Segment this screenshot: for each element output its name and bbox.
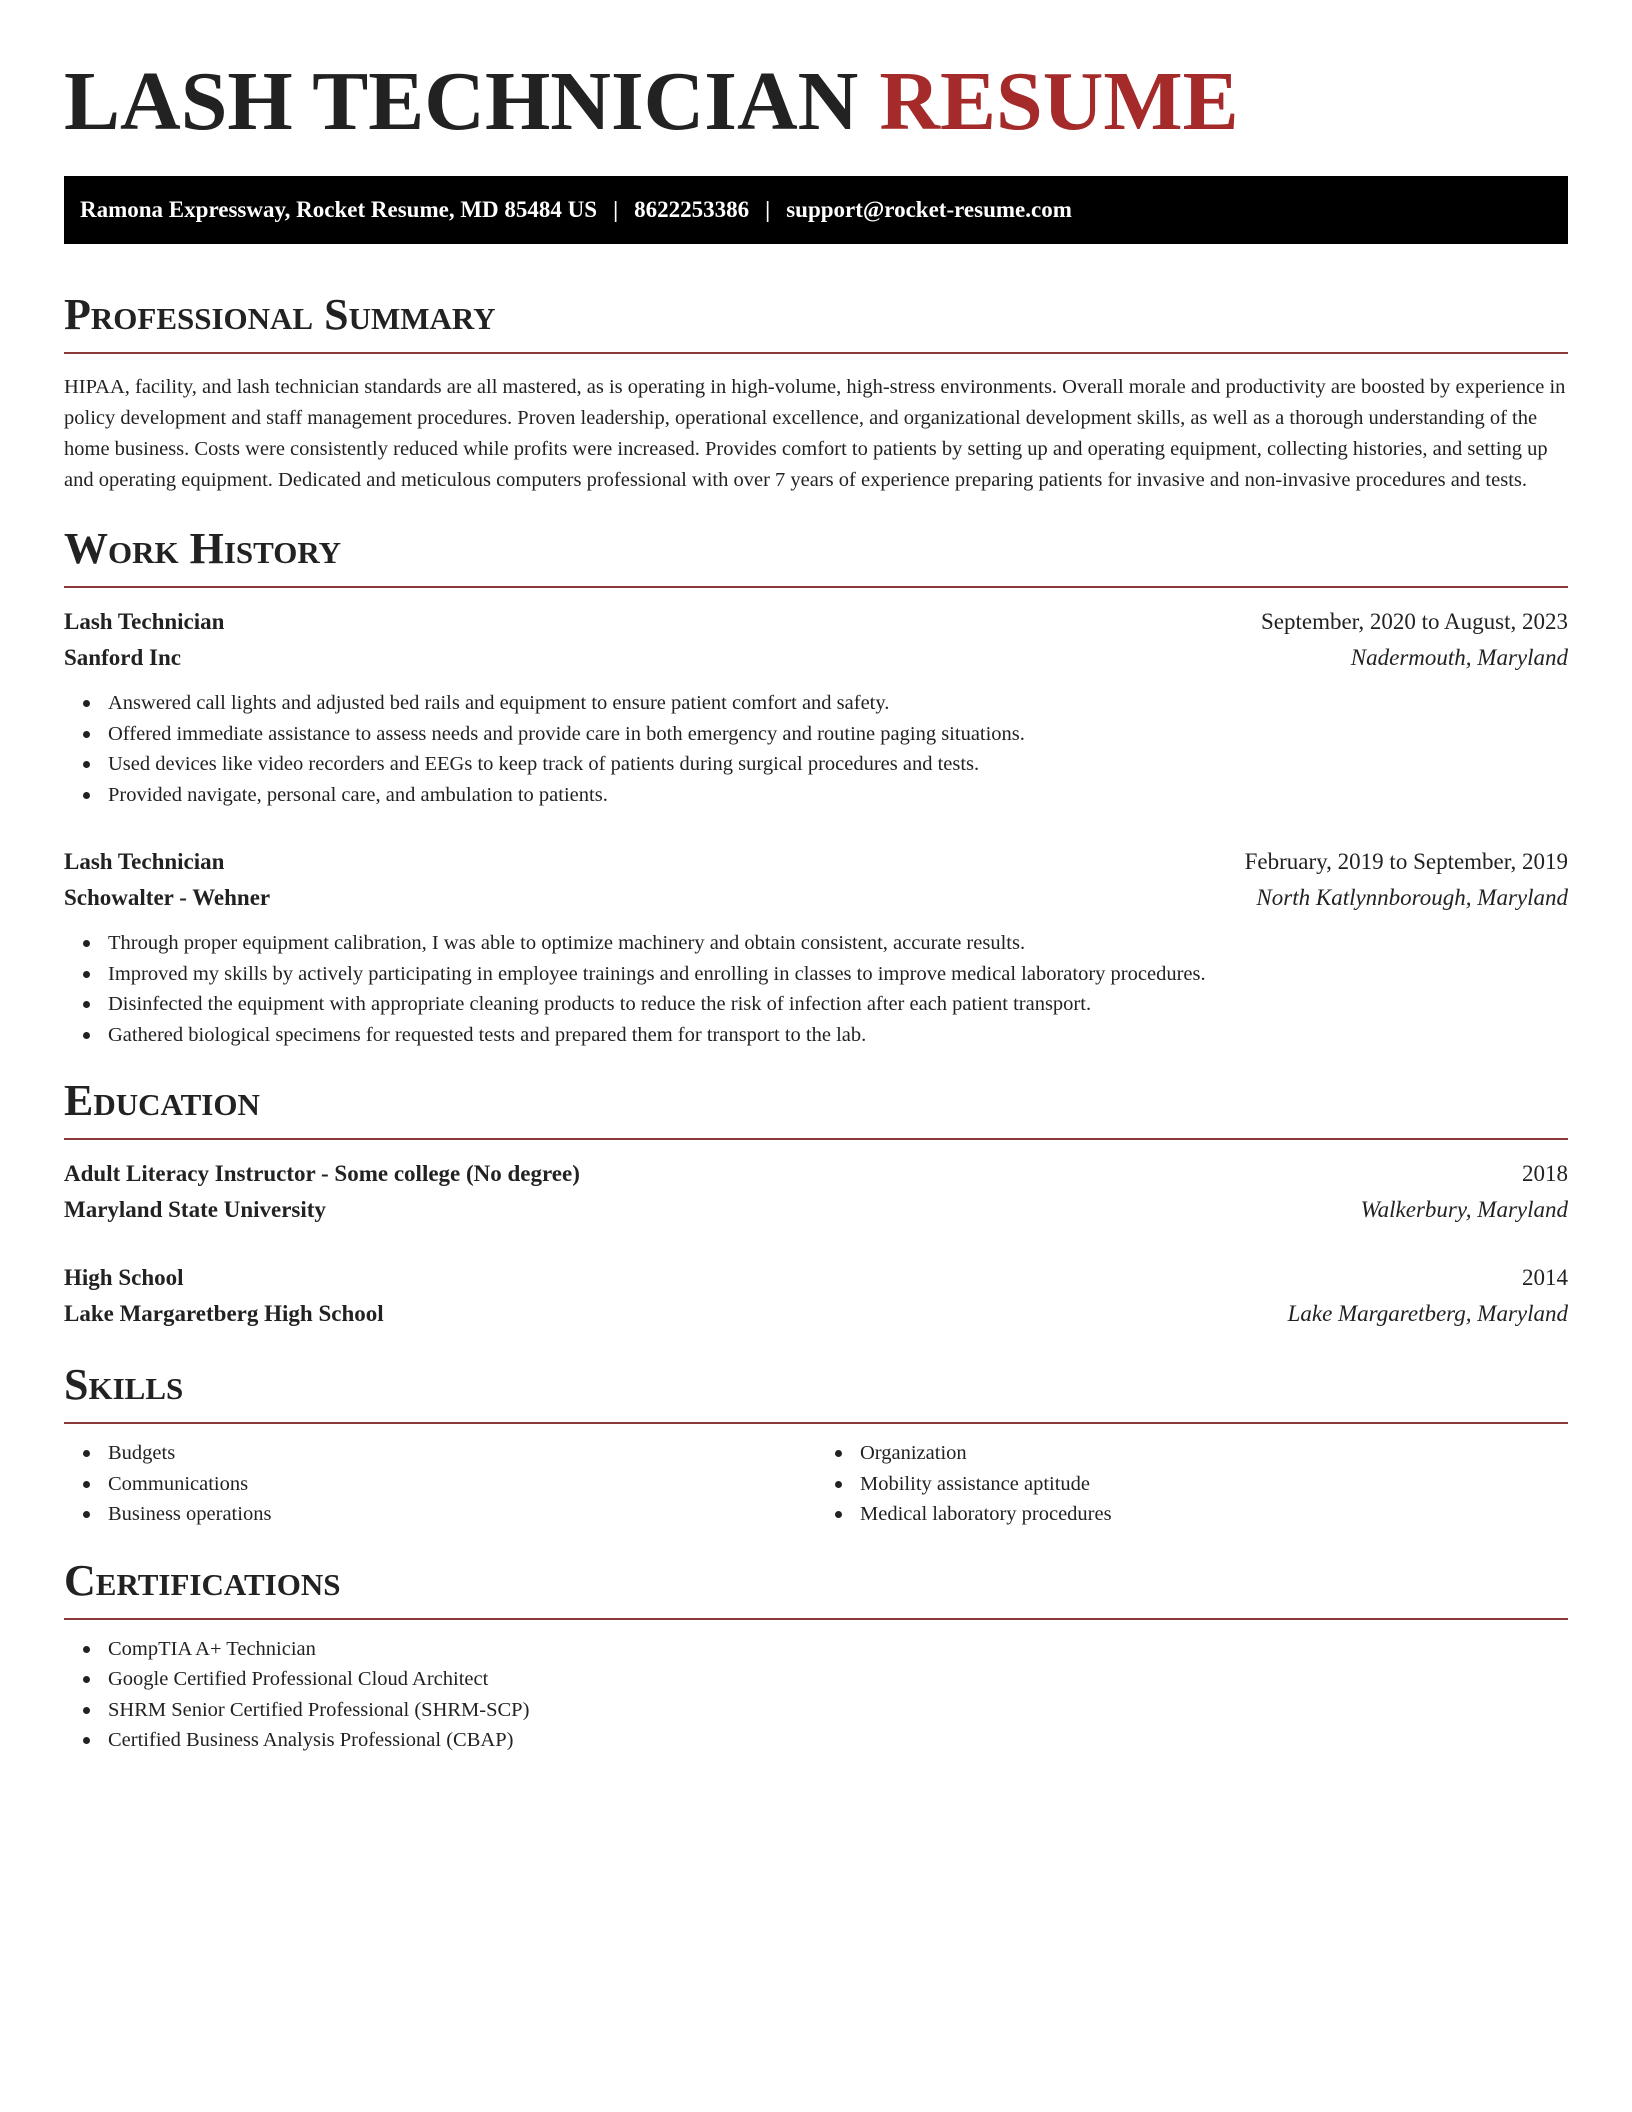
job-location: North Katlynnborough, Maryland [1256,885,1568,910]
skills-list [64,1438,816,1530]
education-year: 2018 [1522,1161,1568,1186]
job-company-row [64,640,1568,676]
list-item: Medical laboratory procedures [860,1499,1568,1530]
skills-list [816,1438,1568,1530]
job-company: Sanford Inc [64,645,181,670]
education-degree-row [64,1260,1568,1296]
list-item: Budgets [108,1438,816,1469]
job-bullets [64,928,1568,1050]
job-title: Lash Technician [64,849,225,874]
skills-heading: Skills [64,1360,1568,1424]
education-location: Lake Margaretberg, Maryland [1287,1301,1568,1326]
job-dates: September, 2020 to August, 2023 [1260,609,1568,634]
summary-text: HIPAA, facility, and lash technician standards are all mastered, as is operating in high-volume, high-stress environments. Overall morale and productivity are boosted by experience in policy development and staff management procedures. Proven leadership, operational excellence, and organizational development skills, as well as a thorough understanding of the home business. Costs were consistently reduced while profits were increased. Provides comfort to patients by setting up and operating equipment, collecting histories, and setting up and operating equipment. Dedicated and meticulous computers professional with over 7 years of experience preparing patients for invasive and non-invasive procedures and tests. [64,376,1566,491]
list-item: Through proper equipment calibration, I was able to optimize machinery and obtain consistent, accurate results. [108,928,1568,959]
education-section [64,1076,1568,1332]
job-title-row [64,604,1568,640]
skills-section [64,1360,1568,1530]
summary-heading: Professional Summary [64,290,1568,354]
contact-address: Ramona Expressway, Rocket Resume, MD 85484 US [80,197,598,222]
job-company: Schowalter - Wehner [64,885,271,910]
resume-title [64,0,1568,152]
contact-separator: | [613,197,619,222]
list-item: Google Certified Professional Cloud Architect [108,1664,1568,1695]
list-item: Used devices like video recorders and EEGs to keep track of patients during surgical procedures and tests. [108,749,1568,780]
title-accent: RESUME [879,55,1239,148]
summary-section [64,290,1568,496]
list-item: Communications [108,1469,816,1500]
certifications-list [64,1634,1568,1756]
education-degree: Adult Literacy Instructor - Some college (No degree) [64,1161,580,1186]
contact-email: support@rocket-resume.com [786,197,1072,222]
list-item: Mobility assistance aptitude [860,1469,1568,1500]
work-history-section [64,524,1568,1050]
education-entry [64,1156,1568,1228]
list-item: Improved my skills by actively participating in employee trainings and enrolling in classes to improve medical laboratory procedures. [108,959,1568,990]
skills-column-left [64,1438,816,1530]
education-degree: High School [64,1265,184,1290]
list-item: Disinfected the equipment with appropriate cleaning products to reduce the risk of infection after each patient transport. [108,989,1568,1020]
job-entry [64,844,1568,1050]
title-main: LASH TECHNICIAN [64,55,859,148]
list-item: Gathered biological specimens for requested tests and prepared them for transport to the lab. [108,1020,1568,1051]
certifications-heading: Certifications [64,1556,1568,1620]
job-location: Nadermouth, Maryland [1350,645,1568,670]
contact-separator: | [765,197,771,222]
job-entry [64,604,1568,810]
education-school-row [64,1192,1568,1228]
list-item: Answered call lights and adjusted bed rails and equipment to ensure patient comfort and safety. [108,688,1568,719]
education-degree-row [64,1156,1568,1192]
education-school: Lake Margaretberg High School [64,1301,384,1326]
list-item: CompTIA A+ Technician [108,1634,1568,1665]
education-school: Maryland State University [64,1197,326,1222]
job-bullets [64,688,1568,810]
list-item: Provided navigate, personal care, and ambulation to patients. [108,780,1568,811]
job-dates: February, 2019 to September, 2019 [1244,849,1568,874]
education-entry [64,1260,1568,1332]
list-item: Organization [860,1438,1568,1469]
work-history-heading: Work History [64,524,1568,588]
list-item: Certified Business Analysis Professional (CBAP) [108,1725,1568,1756]
list-item: SHRM Senior Certified Professional (SHRM-SCP) [108,1695,1568,1726]
skills-grid [64,1438,1568,1530]
education-school-row [64,1296,1568,1332]
job-title: Lash Technician [64,609,225,634]
job-title-row [64,844,1568,880]
list-item: Business operations [108,1499,816,1530]
list-item: Offered immediate assistance to assess needs and provide care in both emergency and routine paging situations. [108,719,1568,750]
contact-phone: 8622253386 [634,197,750,222]
education-location: Walkerbury, Maryland [1360,1197,1568,1222]
certifications-section [64,1556,1568,1756]
job-company-row [64,880,1568,916]
education-heading: Education [64,1076,1568,1140]
skills-column-right [816,1438,1568,1530]
education-year: 2014 [1522,1265,1568,1290]
contact-bar [64,176,1568,244]
